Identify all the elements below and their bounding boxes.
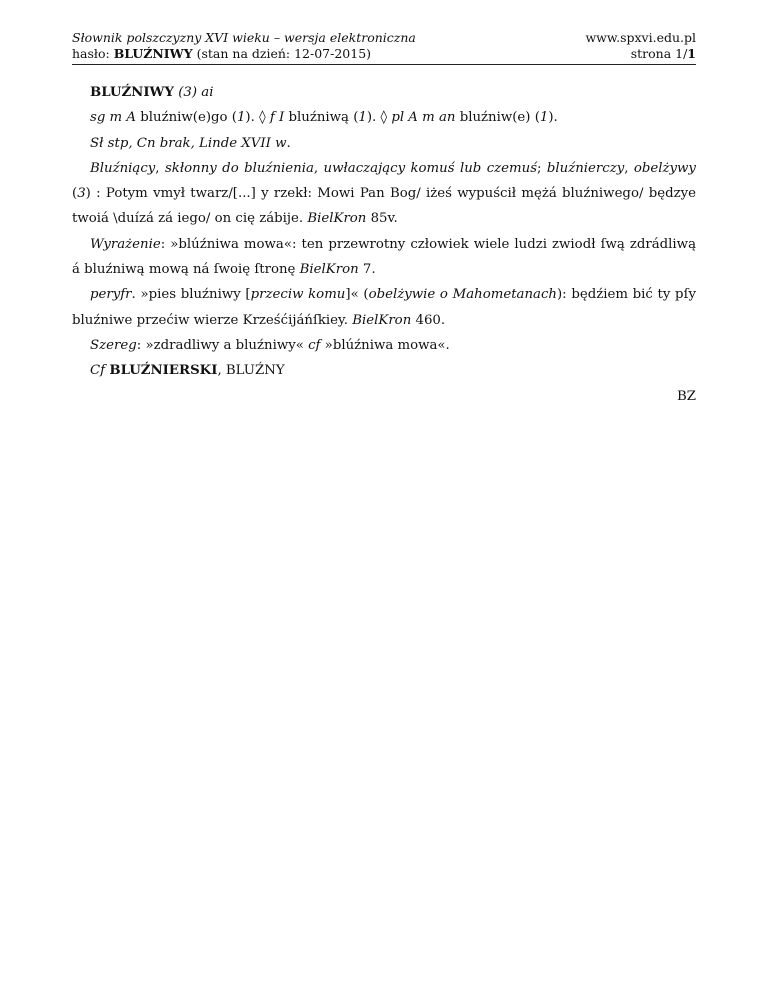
author-initials: BZ — [676, 388, 696, 404]
headword: BLUŹNIWY — [90, 85, 174, 100]
entry-body — [72, 80, 696, 409]
expression: Wyrażenie: »blúźniwa mowa«: ten przewrotny człowiek wiele ludzi zwiodł ſwą zdrádliwą á bluźniwą mową ná ſwoię ſtronę BielKron 7. — [72, 236, 696, 278]
definition: Bluźniący, skłonny do bluźnienia, uwłaczający komuś lub czemuś; bluźnierczy, obelżywy (3) : Potym vmył twarz/[...] y rzekł: Mowi Pan Bog/ iżeś wypuścił mężá bluźniwego/ będzye twoiá \duízá zá iego/ on cię zábije. BielKron 85v. — [72, 160, 696, 227]
citation-source: BielKron — [307, 211, 367, 227]
page-header — [72, 30, 696, 65]
entry-label: hasło: BLUŹNIWY (stan na dzień: 12-07-2015) — [72, 46, 372, 61]
header-headword: BLUŹNIWY — [113, 46, 193, 61]
source-references: Sł stp, Cn brak, Linde XVII w. — [90, 135, 291, 151]
citation-source: BielKron — [352, 312, 412, 328]
citation-source: BielKron — [299, 262, 359, 278]
headword-ai: ai — [201, 85, 214, 100]
series: Szereg: »zdradliwy a bluźniwy« cf »blúźniwa mowa«. — [90, 337, 450, 353]
periphrasis: peryfr. »pies bluźniwy [przeciw komu]« (obelżywie o Mahometanach): będźiem bić ty pſy bluźniwe przećiw wierze Krześćijáńſkiey. BielKron 460. — [72, 287, 696, 328]
page-number: strona 1/1 — [630, 46, 696, 61]
entry-headline — [72, 80, 696, 105]
dictionary-title: Słownik polszczyzny XVI wieku – wersja elektroniczna — [72, 30, 416, 45]
cross-reference: Cf BLUŹNIERSKI, BLUŹNY — [90, 363, 285, 379]
header-left — [72, 30, 416, 62]
grammar-forms: sg m A bluźniw(e)go (1). ◊ f I bluźniwą (1). ◊ pl A m an bluźniw(e) (1). — [90, 110, 558, 126]
site-url[interactable]: www.spxvi.edu.pl — [585, 30, 696, 45]
header-right — [585, 30, 696, 62]
headword-count: (3) — [178, 85, 198, 100]
cf-link-bluznierski[interactable]: BLUŹNIERSKI — [109, 363, 218, 379]
